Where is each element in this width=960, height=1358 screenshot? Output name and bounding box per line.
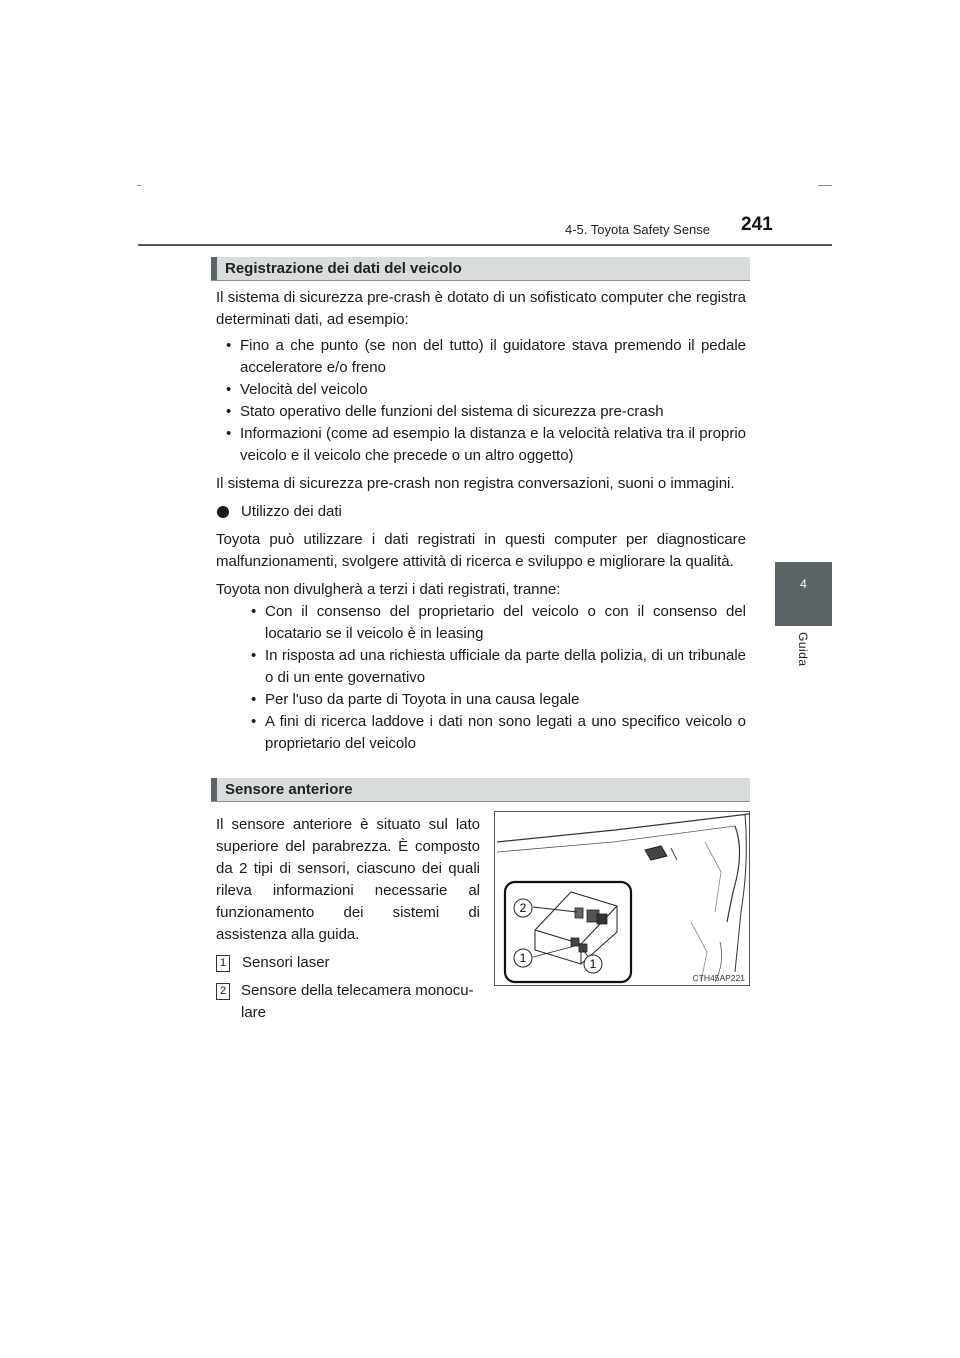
section-heading-front-sensor	[211, 778, 750, 802]
list-item	[216, 952, 480, 974]
chapter-number: 4	[800, 577, 807, 591]
section-title: Registrazione dei dati del veicolo	[225, 260, 462, 277]
item-number: 1	[216, 955, 230, 972]
note-paragraph: Il sistema di sicurezza pre-crash non registra conversazioni, suoni o immagini.	[216, 475, 735, 492]
subheading-data-use: Utilizzo dei dati	[216, 501, 746, 523]
crop-mark-left	[137, 185, 141, 186]
list-item: • Con il consenso del proprietario del veicolo o con il consenso del locatario se il veicolo è in leasing	[241, 601, 746, 645]
section-body-data-recording	[216, 287, 746, 755]
section-title: Sensore anteriore	[225, 781, 353, 798]
figure-code: CTH45AP221	[692, 973, 745, 983]
windshield-sensor-drawing	[495, 812, 749, 985]
callout-1: 1	[589, 957, 597, 971]
callout-2: 2	[519, 901, 527, 915]
list-item: • Per l'uso da parte di Toyota in una causa legale	[241, 689, 746, 711]
front-sensor-illustration	[494, 811, 750, 986]
list-item: • Fino a che punto (se non del tutto) il guidatore stava premendo il pedale acceleratore e/o freno	[216, 335, 746, 379]
item-label: Sensori laser	[242, 954, 330, 971]
crop-mark-right	[818, 185, 832, 186]
chapter-label: Guida	[796, 632, 810, 667]
list-item: • Informazioni (come ad esempio la distanza e la velocità relativa tra il proprio veicolo e il veicolo che precede o un altro oggetto)	[216, 423, 746, 467]
section-heading-data-recording	[211, 257, 750, 281]
intro-paragraph: Il sistema di sicurezza pre-crash è dotato di un sofisticato computer che registra determinati dati, ad esempio:	[216, 289, 746, 328]
data-use-paragraph: Toyota può utilizzare i dati registrati in questi computer per diagnosticare malfunzionamenti, svolgere attività di ricerca e sviluppo e migliorare la qualità.	[216, 531, 746, 570]
item-label: Sensore della telecamera monocu-lare	[241, 982, 474, 1021]
disclosure-paragraph: Toyota non divulgherà a terzi i dati registrati, tranne:	[216, 581, 561, 598]
list-item	[216, 980, 480, 1024]
list-item: • Stato operativo delle funzioni del sistema di sicurezza pre-crash	[216, 401, 746, 423]
list-item: • In risposta ad una richiesta ufficiale da parte della polizia, di un tribunale o di un ente governativo	[241, 645, 746, 689]
header-section: 4-5. Toyota Safety Sense	[565, 222, 711, 237]
page-number: 241	[741, 214, 773, 235]
header-rule	[138, 244, 832, 246]
chapter-tab	[775, 562, 832, 626]
front-sensor-paragraph: Il sensore anteriore è situato sul lato superiore del parabrezza. È composto da 2 tipi di sensori, ciascuno dei quali rileva informazioni necessarie al funzionamento dei sistemi di assistenza alla guida.	[216, 816, 480, 943]
list-item: • Velocità del veicolo	[216, 379, 746, 401]
list-item: • A fini di ricerca laddove i dati non sono legati a uno specifico veicolo o proprietario del veicolo	[241, 711, 746, 755]
item-number: 2	[216, 983, 230, 1000]
section-body-front-sensor	[216, 814, 480, 1024]
callout-1: 1	[519, 951, 527, 965]
